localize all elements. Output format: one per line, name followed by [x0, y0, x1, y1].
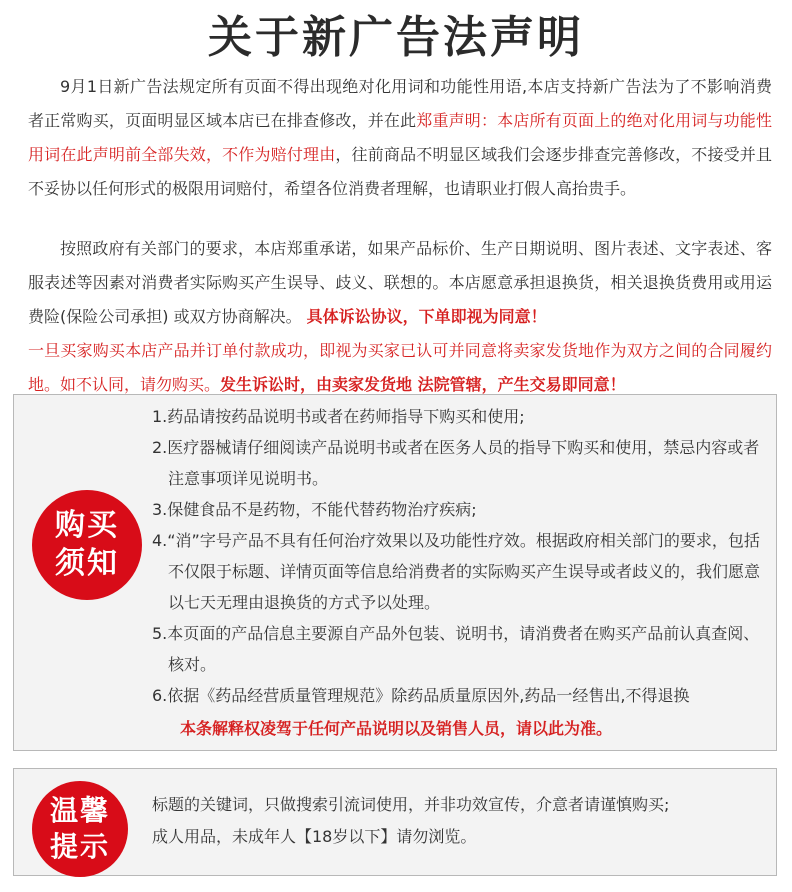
purchase-notice-box	[13, 394, 777, 751]
badge-line: 提示	[49, 830, 110, 863]
purchase-notice-badge	[32, 490, 142, 600]
list-item: 1.药品请按药品说明书或者在药师指导下购买和使用;	[152, 407, 525, 426]
list-item: 成人用品，未成年人【18岁以下】请勿浏览。	[152, 827, 477, 846]
contract-place-statement: 一旦买家购买本店产品并订单付款成功，即视为买家已认可并同意将卖家发货地作为双方之间的合同履约地。如不认同，请勿购买。	[28, 341, 772, 394]
ad-law-text-b: ，往前商品不明显区域我们会逐步排查完善修改，不接受并且不妥协以任何形式的极限用词赔付，希望各位消费者理解，也请职业打假人高抬贵手。	[28, 145, 772, 198]
ad-law-paragraph	[28, 70, 772, 206]
badge-line: 须知	[55, 546, 119, 581]
page-title: 关于新广告法声明	[208, 12, 584, 63]
commitment-paragraph	[28, 232, 772, 402]
badge-line: 购买	[55, 508, 119, 543]
warm-tips-box	[13, 768, 777, 876]
ad-law-solemn-statement: 郑重声明：本店所有页面上的绝对化用词与功能性用词在此声明前全部失效，不作为赔付理由	[28, 111, 772, 164]
purchase-notice-list	[152, 401, 764, 744]
badge-line: 温馨	[49, 794, 110, 827]
commitment-text: 按照政府有关部门的要求，本店郑重承诺，如果产品标价、生产日期说明、图片表述、文字表述、客服表述等因素对消费者实际购买产生误导、歧义、联想的。本店愿意承担退换货，相关退换货费用或用运费险(保险公司承担) 或双方协商解决。	[28, 239, 772, 326]
jurisdiction-statement: 发生诉讼时，由卖家发货地 法院管辖，产生交易即同意！	[220, 375, 626, 394]
list-item: 4.“消”字号产品不具有任何治疗效果以及功能性疗效。根据政府相关部门的要求，包括不仅限于标题、详情页面等信息给消费者的实际购买产生误导或者歧义的，我们愿意以七天无理由退换货的方式予以处理。	[152, 531, 761, 612]
warm-tips-badge	[32, 781, 128, 877]
list-item: 3.保健食品不是药物，不能代替药物治疗疾病;	[152, 500, 477, 519]
list-item: 6.依据《药品经营质量管理规范》除药品质量原因外,药品一经售出,不得退换	[152, 686, 690, 705]
list-item: 2.医疗器械请仔细阅读产品说明书或者在医务人员的指导下购买和使用，禁忌内容或者注意事项详见说明书。	[152, 438, 760, 488]
warm-tips-list	[152, 789, 764, 853]
interpretation-note: 本条解释权凌驾于任何产品说明以及销售人员，请以此为准。	[180, 719, 613, 738]
list-item: 标题的关键词，只做搜索引流词使用，并非功效宣传，介意者请谨慎购买;	[152, 795, 670, 814]
ad-law-text-a: 9月1日新广告法规定所有页面不得出现绝对化用词和功能性用语,本店支持新广告法为了不影响消费者正常购买，页面明显区域本店已在排查修改，并在此	[28, 77, 772, 130]
list-item: 5.本页面的产品信息主要源自产品外包装、说明书，请消费者在购买产品前认真查阅、核对。	[152, 624, 760, 674]
litigation-agreement: 具体诉讼协议，下单即视为同意！	[306, 307, 547, 326]
